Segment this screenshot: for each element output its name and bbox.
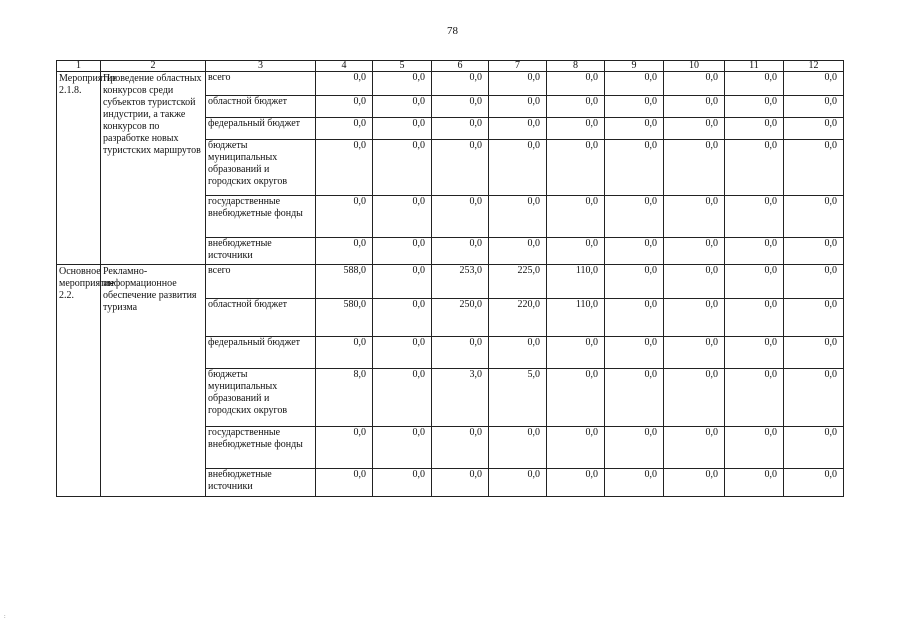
amount-cell: 0,0 bbox=[664, 72, 725, 96]
amount-cell: 0,0 bbox=[547, 118, 605, 140]
amount-cell: 0,0 bbox=[605, 72, 664, 96]
funding-source-cell: внебюджетные источники bbox=[206, 469, 316, 497]
amount-cell: 0,0 bbox=[432, 96, 489, 118]
amount-cell: 110,0 bbox=[547, 299, 605, 337]
column-number-cell: 2 bbox=[101, 61, 206, 72]
amount-cell: 0,0 bbox=[373, 196, 432, 238]
amount-cell: 0,0 bbox=[373, 118, 432, 140]
amount-cell: 580,0 bbox=[316, 299, 373, 337]
amount-cell: 0,0 bbox=[489, 118, 547, 140]
amount-cell: 0,0 bbox=[316, 140, 373, 196]
amount-cell: 0,0 bbox=[316, 238, 373, 265]
amount-cell: 0,0 bbox=[373, 469, 432, 497]
amount-cell: 0,0 bbox=[605, 337, 664, 369]
amount-cell: 0,0 bbox=[373, 369, 432, 427]
amount-cell: 0,0 bbox=[547, 196, 605, 238]
page-number: 78 bbox=[447, 25, 458, 37]
amount-cell: 0,0 bbox=[489, 427, 547, 469]
column-number-cell: 8 bbox=[547, 61, 605, 72]
amount-cell: 0,0 bbox=[664, 337, 725, 369]
amount-cell: 0,0 bbox=[547, 72, 605, 96]
table-row bbox=[57, 265, 844, 299]
amount-cell: 0,0 bbox=[664, 299, 725, 337]
amount-cell: 0,0 bbox=[432, 427, 489, 469]
amount-cell: 0,0 bbox=[725, 469, 784, 497]
funding-source-cell: бюджеты муниципальных образований и городских округов bbox=[206, 140, 316, 196]
amount-cell: 0,0 bbox=[664, 96, 725, 118]
amount-cell: 0,0 bbox=[605, 96, 664, 118]
amount-cell: 0,0 bbox=[784, 469, 844, 497]
amount-cell: 0,0 bbox=[547, 369, 605, 427]
amount-cell: 0,0 bbox=[725, 118, 784, 140]
amount-cell: 0,0 bbox=[605, 238, 664, 265]
amount-cell: 0,0 bbox=[373, 140, 432, 196]
amount-cell: 0,0 bbox=[373, 299, 432, 337]
amount-cell: 0,0 bbox=[605, 369, 664, 427]
amount-cell: 0,0 bbox=[664, 140, 725, 196]
amount-cell: 0,0 bbox=[605, 265, 664, 299]
column-number-cell: 1 bbox=[57, 61, 101, 72]
amount-cell: 0,0 bbox=[784, 238, 844, 265]
amount-cell: 0,0 bbox=[316, 196, 373, 238]
amount-cell: 0,0 bbox=[725, 265, 784, 299]
amount-cell: 220,0 bbox=[489, 299, 547, 337]
amount-cell: 0,0 bbox=[664, 265, 725, 299]
amount-cell: 3,0 bbox=[432, 369, 489, 427]
amount-cell: 0,0 bbox=[547, 427, 605, 469]
measure-code-cell: Основное мероприятие 2.2. bbox=[57, 265, 101, 497]
amount-cell: 0,0 bbox=[547, 469, 605, 497]
amount-cell: 225,0 bbox=[489, 265, 547, 299]
funding-source-cell: федеральный бюджет bbox=[206, 118, 316, 140]
amount-cell: 0,0 bbox=[432, 140, 489, 196]
amount-cell: 0,0 bbox=[316, 469, 373, 497]
amount-cell: 0,0 bbox=[605, 196, 664, 238]
amount-cell: 0,0 bbox=[489, 238, 547, 265]
budget-table bbox=[56, 60, 844, 497]
funding-source-cell: областной бюджет bbox=[206, 96, 316, 118]
amount-cell: 0,0 bbox=[432, 196, 489, 238]
column-number-cell: 6 bbox=[432, 61, 489, 72]
funding-source-cell: всего bbox=[206, 265, 316, 299]
amount-cell: 0,0 bbox=[432, 238, 489, 265]
column-number-cell: 4 bbox=[316, 61, 373, 72]
funding-source-cell: областной бюджет bbox=[206, 299, 316, 337]
amount-cell: 0,0 bbox=[316, 337, 373, 369]
amount-cell: 0,0 bbox=[784, 72, 844, 96]
funding-source-cell: государственные внебюджетные фонды bbox=[206, 196, 316, 238]
amount-cell: 0,0 bbox=[605, 299, 664, 337]
amount-cell: 8,0 bbox=[316, 369, 373, 427]
amount-cell: 0,0 bbox=[432, 118, 489, 140]
amount-cell: 110,0 bbox=[547, 265, 605, 299]
scan-mark: : bbox=[4, 614, 6, 620]
amount-cell: 0,0 bbox=[725, 337, 784, 369]
amount-cell: 0,0 bbox=[432, 72, 489, 96]
column-number-cell: 9 bbox=[605, 61, 664, 72]
amount-cell: 0,0 bbox=[432, 469, 489, 497]
amount-cell: 0,0 bbox=[489, 96, 547, 118]
amount-cell: 0,0 bbox=[725, 140, 784, 196]
amount-cell: 0,0 bbox=[784, 118, 844, 140]
amount-cell: 0,0 bbox=[664, 369, 725, 427]
amount-cell: 0,0 bbox=[489, 72, 547, 96]
amount-cell: 0,0 bbox=[784, 369, 844, 427]
amount-cell: 0,0 bbox=[725, 427, 784, 469]
amount-cell: 588,0 bbox=[316, 265, 373, 299]
amount-cell: 0,0 bbox=[373, 238, 432, 265]
amount-cell: 253,0 bbox=[432, 265, 489, 299]
amount-cell: 0,0 bbox=[547, 96, 605, 118]
amount-cell: 0,0 bbox=[784, 265, 844, 299]
amount-cell: 0,0 bbox=[373, 427, 432, 469]
funding-source-cell: всего bbox=[206, 72, 316, 96]
amount-cell: 0,0 bbox=[316, 118, 373, 140]
amount-cell: 0,0 bbox=[489, 337, 547, 369]
amount-cell: 0,0 bbox=[664, 469, 725, 497]
column-number-cell: 7 bbox=[489, 61, 547, 72]
column-number-cell: 5 bbox=[373, 61, 432, 72]
amount-cell: 0,0 bbox=[605, 427, 664, 469]
column-number-row bbox=[57, 61, 844, 72]
amount-cell: 0,0 bbox=[664, 196, 725, 238]
column-number-cell: 3 bbox=[206, 61, 316, 72]
amount-cell: 0,0 bbox=[725, 72, 784, 96]
amount-cell: 0,0 bbox=[432, 337, 489, 369]
amount-cell: 0,0 bbox=[664, 238, 725, 265]
amount-cell: 0,0 bbox=[373, 337, 432, 369]
funding-source-cell: федеральный бюджет bbox=[206, 337, 316, 369]
amount-cell: 0,0 bbox=[316, 96, 373, 118]
amount-cell: 0,0 bbox=[784, 427, 844, 469]
column-number-cell: 11 bbox=[725, 61, 784, 72]
measure-name-cell: Проведение областных конкурсов среди субъектов туристской индустрии, а также конкурсов по разработке новых туристских маршрутов bbox=[101, 72, 206, 265]
amount-cell: 0,0 bbox=[547, 238, 605, 265]
column-number-cell: 12 bbox=[784, 61, 844, 72]
amount-cell: 0,0 bbox=[605, 140, 664, 196]
amount-cell: 0,0 bbox=[725, 299, 784, 337]
table-row bbox=[57, 72, 844, 96]
amount-cell: 0,0 bbox=[664, 118, 725, 140]
amount-cell: 0,0 bbox=[725, 96, 784, 118]
amount-cell: 0,0 bbox=[316, 427, 373, 469]
amount-cell: 0,0 bbox=[725, 369, 784, 427]
amount-cell: 0,0 bbox=[725, 238, 784, 265]
measure-code-cell: Мероприятие 2.1.8. bbox=[57, 72, 101, 265]
amount-cell: 0,0 bbox=[725, 196, 784, 238]
measure-name-cell: Рекламно-информационное обеспечение развития туризма bbox=[101, 265, 206, 497]
funding-source-cell: внебюджетные источники bbox=[206, 238, 316, 265]
amount-cell: 0,0 bbox=[664, 427, 725, 469]
amount-cell: 0,0 bbox=[784, 140, 844, 196]
amount-cell: 0,0 bbox=[547, 140, 605, 196]
funding-source-cell: бюджеты муниципальных образований и городских округов bbox=[206, 369, 316, 427]
amount-cell: 0,0 bbox=[605, 118, 664, 140]
amount-cell: 5,0 bbox=[489, 369, 547, 427]
amount-cell: 0,0 bbox=[489, 196, 547, 238]
amount-cell: 0,0 bbox=[547, 337, 605, 369]
amount-cell: 0,0 bbox=[784, 196, 844, 238]
amount-cell: 0,0 bbox=[784, 96, 844, 118]
amount-cell: 0,0 bbox=[373, 72, 432, 96]
amount-cell: 0,0 bbox=[784, 299, 844, 337]
column-number-cell: 10 bbox=[664, 61, 725, 72]
amount-cell: 250,0 bbox=[432, 299, 489, 337]
funding-source-cell: государственные внебюджетные фонды bbox=[206, 427, 316, 469]
amount-cell: 0,0 bbox=[373, 96, 432, 118]
amount-cell: 0,0 bbox=[605, 469, 664, 497]
amount-cell: 0,0 bbox=[316, 72, 373, 96]
amount-cell: 0,0 bbox=[784, 337, 844, 369]
amount-cell: 0,0 bbox=[489, 469, 547, 497]
amount-cell: 0,0 bbox=[373, 265, 432, 299]
amount-cell: 0,0 bbox=[489, 140, 547, 196]
